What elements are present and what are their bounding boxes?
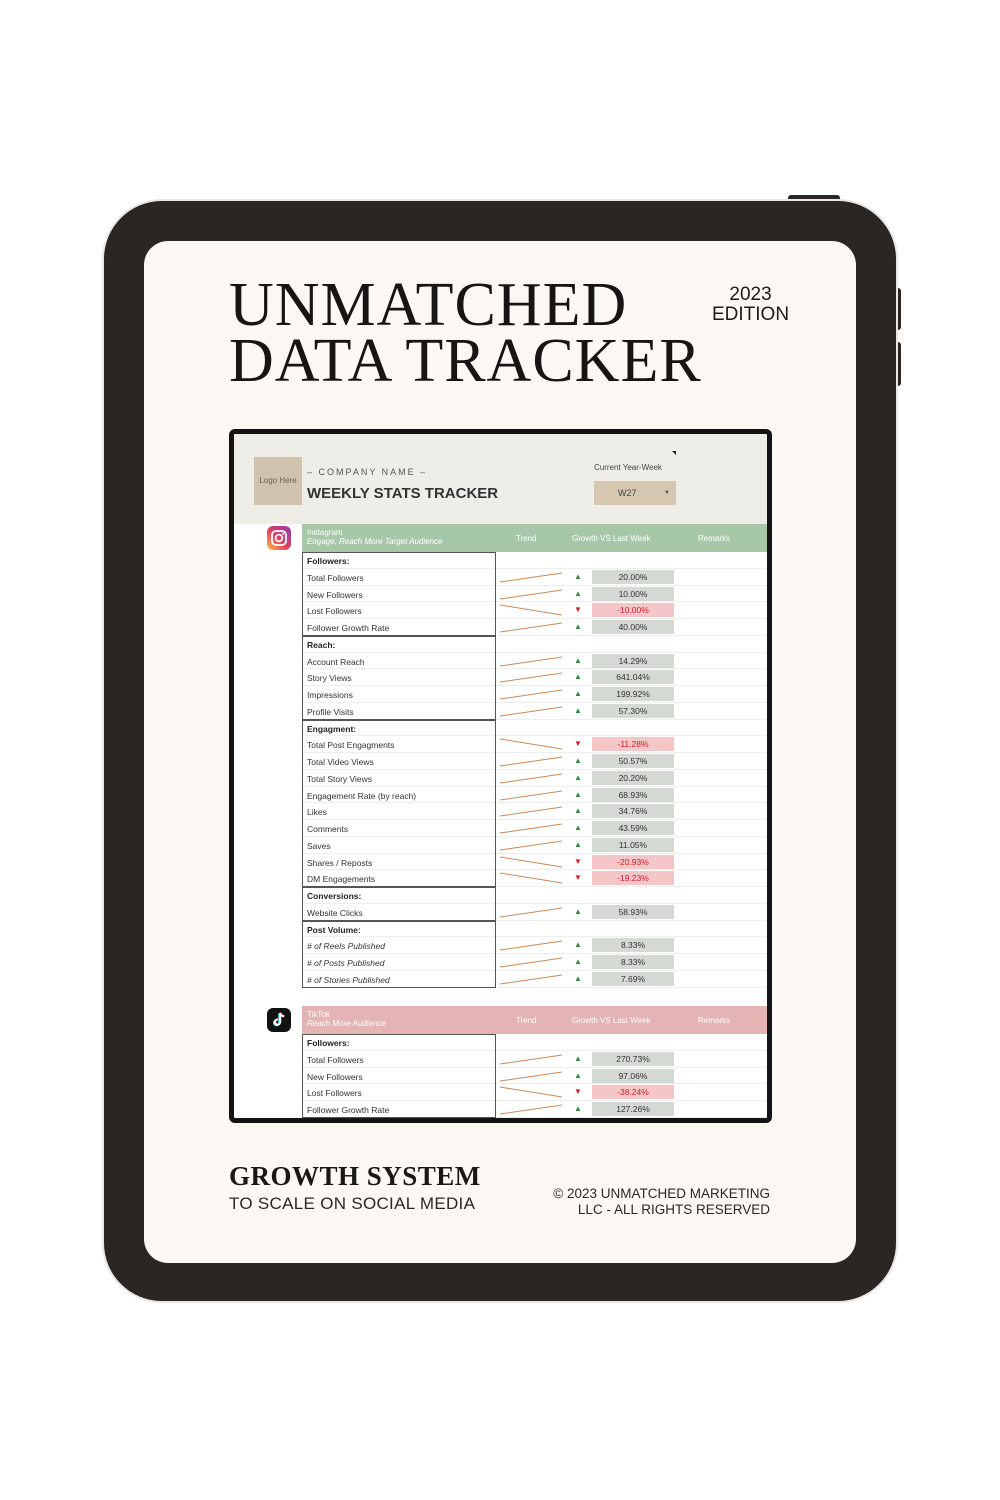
up-arrow-icon: ▲ <box>574 789 582 799</box>
metric-row <box>302 870 767 887</box>
up-arrow-icon: ▲ <box>574 622 582 631</box>
growth-value: 11.05% <box>592 838 674 852</box>
up-arrow-icon: ▲ <box>574 655 582 665</box>
metric-row <box>302 1101 767 1118</box>
growth-value: 57.30% <box>592 704 674 718</box>
metric-row <box>302 753 767 770</box>
trend-sparkline <box>496 703 566 720</box>
trend-header: Trend <box>516 534 537 543</box>
group-header-row <box>302 1034 767 1051</box>
metric-row <box>302 954 767 971</box>
volume-up-button <box>896 288 901 330</box>
metric-label: Shares / Reposts <box>307 857 373 868</box>
trend-sparkline <box>496 937 566 954</box>
group-label: Reach: <box>307 639 336 650</box>
trend-sparkline <box>496 787 566 804</box>
metric-row <box>302 787 767 804</box>
growth-value: 199.92% <box>592 687 674 701</box>
growth-value: 20.00% <box>592 570 674 584</box>
up-arrow-icon: ▲ <box>574 823 582 832</box>
growth-value: -20.93% <box>592 855 674 869</box>
up-arrow-icon: ▲ <box>574 588 582 598</box>
metric-row <box>302 904 767 921</box>
title-line-2: DATA TRACKER <box>229 327 702 395</box>
metric-row <box>302 937 767 954</box>
down-arrow-icon: ▼ <box>574 856 582 866</box>
tiktok-rows <box>302 1034 767 1118</box>
metric-label: Website Clicks <box>307 907 363 918</box>
growth-value: 40.00% <box>592 620 674 634</box>
up-arrow-icon: ▲ <box>574 571 582 581</box>
metric-row <box>302 803 767 820</box>
growth-value: 43.59% <box>592 821 674 835</box>
metric-label: Total Post Engagments <box>307 740 395 751</box>
footer-title: GROWTH SYSTEM <box>229 1161 481 1191</box>
growth-value: 8.33% <box>592 938 674 952</box>
up-arrow-icon: ▲ <box>574 906 582 916</box>
trend-sparkline <box>496 753 566 770</box>
up-arrow-icon: ▲ <box>574 1070 582 1080</box>
metric-label: Saves <box>307 840 331 851</box>
metric-row <box>302 602 767 619</box>
metric-label: New Followers <box>307 1071 363 1082</box>
metric-row <box>302 820 767 837</box>
instagram-subtitle: Engage, Reach More Target Audience <box>307 537 443 546</box>
tiktok-icon <box>267 1008 291 1032</box>
group-header-row <box>302 887 767 904</box>
group-header-row <box>302 552 767 569</box>
trend-sparkline <box>496 569 566 586</box>
trend-sparkline <box>496 837 566 854</box>
up-arrow-icon: ▲ <box>574 973 582 983</box>
growth-value: 7.69% <box>592 972 674 986</box>
instagram-header-bar <box>302 524 767 552</box>
copyright-line-2: LLC - ALL RIGHTS RESERVED <box>577 1202 770 1217</box>
metric-label: Engagement Rate (by reach) <box>307 790 417 801</box>
week-select[interactable] <box>594 481 676 505</box>
trend-sparkline <box>496 619 566 636</box>
growth-value: -19.23% <box>592 871 674 885</box>
metric-label: # of Reels Published <box>307 941 385 952</box>
metric-row <box>302 1051 767 1068</box>
trend-sparkline <box>496 736 566 753</box>
metric-label: # of Posts Published <box>307 958 385 968</box>
up-arrow-icon: ▲ <box>574 957 582 966</box>
group-label: Post Volume: <box>307 924 361 935</box>
down-arrow-icon: ▼ <box>574 739 582 749</box>
tablet-device <box>104 201 896 1301</box>
trend-sparkline <box>496 669 566 686</box>
growth-value: 97.06% <box>592 1069 674 1083</box>
growth-value: 270.73% <box>592 1052 674 1066</box>
metric-label: Likes <box>307 807 327 818</box>
metric-label: Total Video Views <box>307 757 374 767</box>
growth-value: 641.04% <box>592 670 674 684</box>
trend-sparkline <box>496 971 566 988</box>
growth-value: -10.00% <box>592 603 674 617</box>
metric-row <box>302 586 767 603</box>
instagram-title: Instagram <box>307 528 343 537</box>
metric-row <box>302 1068 767 1085</box>
growth-value: -38.24% <box>592 1085 674 1099</box>
sheet-header <box>234 434 767 524</box>
growth-value: 34.76% <box>592 804 674 818</box>
copyright-notice <box>549 1186 770 1218</box>
group-label: Engagment: <box>307 723 357 734</box>
metric-row <box>302 653 767 670</box>
tiktok-title: TikTok <box>307 1010 330 1019</box>
tablet-screen <box>144 241 856 1263</box>
growth-value: 14.29% <box>592 654 674 668</box>
growth-header: Growth VS Last Week <box>572 534 651 543</box>
up-arrow-icon: ▲ <box>574 689 582 698</box>
growth-value: 50.57% <box>592 754 674 768</box>
up-arrow-icon: ▲ <box>574 940 582 950</box>
trend-sparkline <box>496 1051 566 1068</box>
metric-label: Total Story Views <box>307 773 373 784</box>
up-arrow-icon: ▲ <box>574 806 582 816</box>
metric-label: # of Stories Published <box>307 974 390 985</box>
metric-label: DM Engagements <box>307 874 376 885</box>
trend-sparkline <box>496 954 566 971</box>
metric-row <box>302 703 767 720</box>
metric-row <box>302 770 767 787</box>
instagram-icon <box>267 526 291 550</box>
volume-down-button <box>896 342 901 386</box>
metric-label: New Followers <box>307 589 363 600</box>
caret-down-icon: ▼ <box>664 490 670 496</box>
metric-row <box>302 569 767 586</box>
company-name: – COMPANY NAME – <box>307 467 428 477</box>
instagram-rows <box>302 552 767 988</box>
up-arrow-icon: ▲ <box>574 1053 582 1063</box>
group-header-row <box>302 921 767 938</box>
growth-value: 10.00% <box>592 587 674 601</box>
edition-label: EDITION <box>712 304 790 325</box>
trend-sparkline <box>496 1068 566 1085</box>
trend-sparkline <box>496 586 566 603</box>
page-title <box>229 271 702 395</box>
metric-row <box>302 619 767 636</box>
trend-sparkline <box>496 904 566 921</box>
trend-sparkline <box>496 686 566 703</box>
trend-sparkline <box>496 803 566 820</box>
metric-row <box>302 669 767 686</box>
down-arrow-icon: ▼ <box>574 605 582 615</box>
trend-sparkline <box>496 770 566 787</box>
metric-label: Impressions <box>307 690 353 700</box>
down-arrow-icon: ▼ <box>574 873 582 883</box>
up-arrow-icon: ▲ <box>574 672 582 682</box>
up-arrow-icon: ▲ <box>574 1104 582 1113</box>
growth-value: 58.93% <box>592 905 674 919</box>
year-week-label: Current Year-Week <box>594 463 662 472</box>
metric-label: Total Followers <box>307 572 364 583</box>
metric-label: Follower Growth Rate <box>307 623 390 633</box>
group-header-row <box>302 720 767 737</box>
metric-row <box>302 837 767 854</box>
group-header-row <box>302 636 767 653</box>
spreadsheet-preview <box>229 429 772 1123</box>
growth-value: 68.93% <box>592 788 674 802</box>
growth-value: 20.20% <box>592 771 674 785</box>
metric-label: Total Followers <box>307 1054 364 1065</box>
trend-sparkline <box>496 653 566 670</box>
footer-subtitle: TO SCALE ON SOCIAL MEDIA <box>229 1194 476 1213</box>
copyright-line-1: © 2023 UNMATCHED MARKETING <box>553 1186 770 1201</box>
remarks-header: Remarks <box>698 534 731 543</box>
metric-label: Lost Followers <box>307 1088 362 1099</box>
up-arrow-icon: ▲ <box>574 772 582 782</box>
metric-label: Follower Growth Rate <box>307 1105 390 1115</box>
up-arrow-icon: ▲ <box>574 839 582 849</box>
metric-label: Comments <box>307 824 349 834</box>
metric-label: Account Reach <box>307 656 365 667</box>
metric-label: Lost Followers <box>307 606 362 617</box>
week-value: W27 <box>618 488 637 498</box>
trend-sparkline <box>496 1101 566 1118</box>
cell-note-marker <box>672 451 676 455</box>
growth-value: -11.28% <box>592 737 674 751</box>
metric-row <box>302 971 767 988</box>
edition-year: 2023 <box>729 284 772 305</box>
group-label: Followers: <box>307 556 350 566</box>
down-arrow-icon: ▼ <box>574 1087 582 1097</box>
tiktok-header-bar <box>302 1006 767 1034</box>
metric-label: Story Views <box>307 673 352 684</box>
trend-sparkline <box>496 820 566 837</box>
metric-row <box>302 1084 767 1101</box>
metric-row <box>302 736 767 753</box>
trend-sparkline <box>496 870 566 887</box>
up-arrow-icon: ▲ <box>574 756 582 765</box>
metric-row <box>302 686 767 703</box>
trend-header: Trend <box>516 1016 537 1025</box>
edition-badge <box>712 285 789 325</box>
logo-placeholder: Logo Here <box>254 457 302 505</box>
trend-sparkline <box>496 854 566 871</box>
metric-label: Profile Visits <box>307 706 354 717</box>
group-label: Followers: <box>307 1038 350 1048</box>
tracker-title: WEEKLY STATS TRACKER <box>307 485 499 502</box>
trend-sparkline <box>496 602 566 619</box>
growth-value: 127.26% <box>592 1102 674 1116</box>
trend-sparkline <box>496 1084 566 1101</box>
remarks-header: Remarks <box>698 1016 731 1025</box>
tiktok-subtitle: Reach More Audience <box>307 1019 386 1028</box>
metric-row <box>302 854 767 871</box>
growth-value: 8.33% <box>592 955 674 969</box>
group-label: Conversions: <box>307 891 362 901</box>
title-line-1: UNMATCHED <box>229 271 628 339</box>
up-arrow-icon: ▲ <box>574 705 582 715</box>
growth-header: Growth VS Last Week <box>572 1016 651 1025</box>
